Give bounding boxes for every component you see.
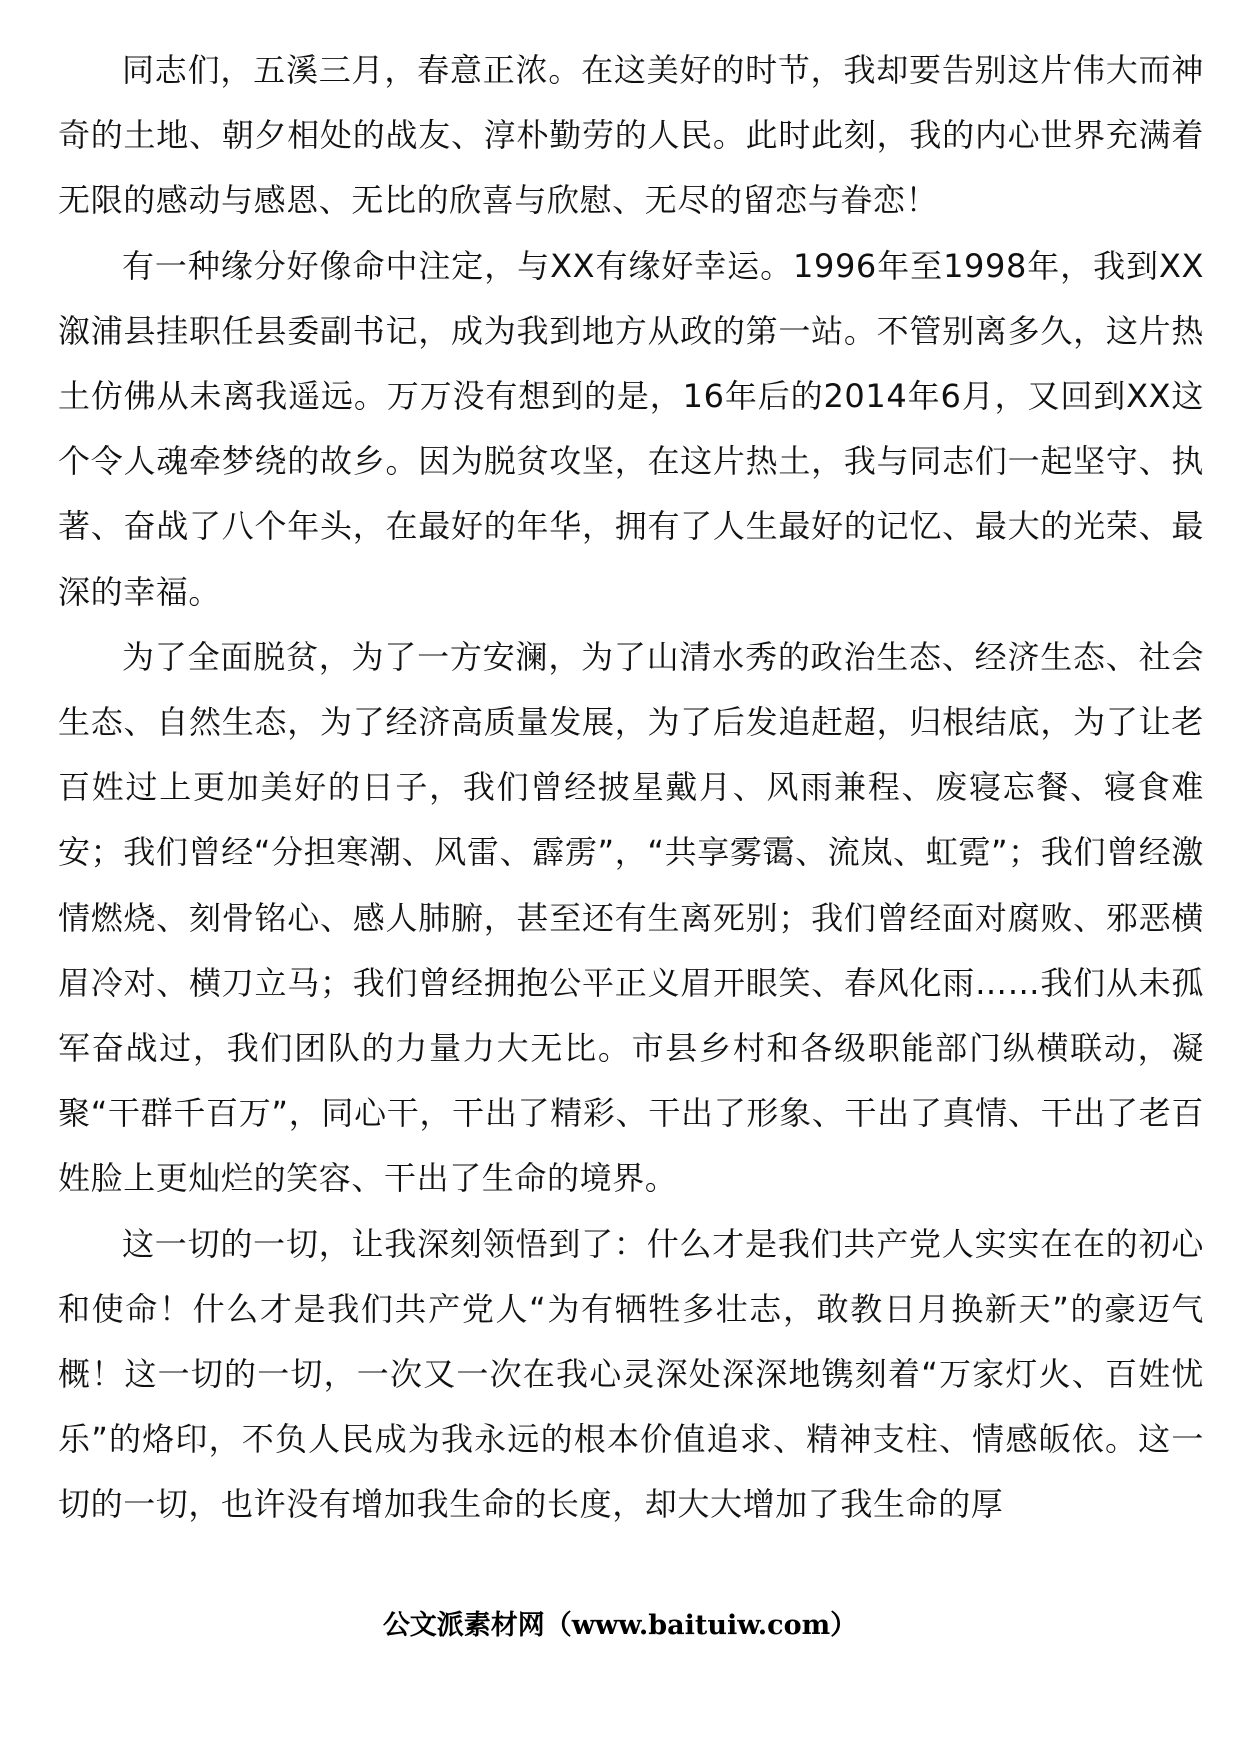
paragraph-4: 这一切的一切，让我深刻领悟到了：什么才是我们共产党人实实在在的初心和使命！什么才是我们共产党人“为有牺牲多壮志，敢教日月换新天”的豪迈气概！这一切的一切，一次又一次在我心灵深处深深地镌刻着“万家灯火、百姓忧乐”的烙印，不负人民成为我永远的根本价值追求、精神支柱、情感皈依。这一切的一切，也许没有增加我生命的长度，却大大增加了我生命的厚 xyxy=(58,1224,1204,1524)
document-body xyxy=(58,38,1204,1538)
paragraph-3: 为了全面脱贫，为了一方安澜，为了山清水秀的政治生态、经济生态、社会生态、自然生态，为了经济高质量发展，为了后发追赶超，归根结底，为了让老百姓过上更加美好的日子，我们曾经披星戴月、风雨兼程、废寝忘餐、寝食难安；我们曾经“分担寒潮、风雷、霹雳”，“共享雾霭、流岚、虹霓”；我们曾经激情燃烧、刻骨铭心、感人肺腑，甚至还有生离死别；我们曾经面对腐败、邪恶横眉冷对、横刀立马；我们曾经拥抱公平正义眉开眼笑、春风化雨……我们从未孤军奋战过，我们团队的力量力大无比。市县乡村和各级职能部门纵横联动，凝聚“干群千百万”，同心干，干出了精彩、干出了形象、干出了真情、干出了老百姓脸上更灿烂的笑容、干出了生命的境界。 xyxy=(58,637,1204,1198)
paragraph-1: 同志们，五溪三月，春意正浓。在这美好的时节，我却要告别这片伟大而神奇的土地、朝夕相处的战友、淳朴勤劳的人民。此时此刻，我的内心世界充满着无限的感动与感恩、无比的欣喜与欣慰、无尽的留恋与眷恋！ xyxy=(58,51,1204,220)
paragraph-2: 有一种缘分好像命中注定，与XX有缘好幸运。1996年至1998年，我到XX溆浦县挂职任县委副书记，成为我到地方从政的第一站。不管别离多久，这片热土仿佛从未离我遥远。万万没有想到的是，16年后的2014年6月，又回到XX这个令人魂牵梦绕的故乡。因为脱贫攻坚，在这片热土，我与同志们一起坚守、执著、奋战了八个年头，在最好的年华，拥有了人生最好的记忆、最大的光荣、最深的幸福。 xyxy=(58,246,1204,611)
page-footer-watermark: 公文派素材网（www.baituiw.com） xyxy=(382,1610,858,1641)
